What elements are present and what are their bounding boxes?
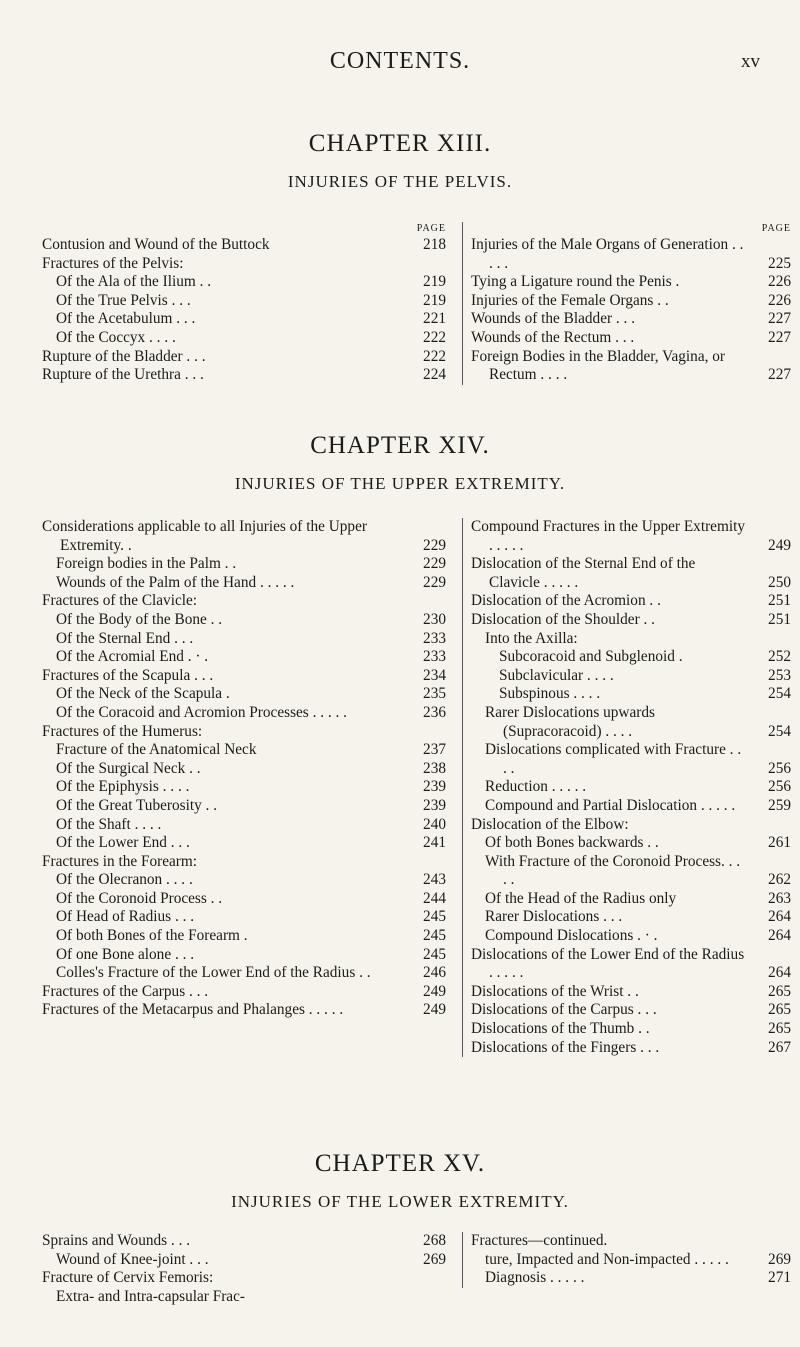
toc-entry-page: 234 (423, 666, 446, 684)
toc-entry (471, 946, 791, 983)
toc-entry-page: 219 (423, 291, 446, 309)
chapter-title: CHAPTER XIV. (310, 432, 490, 459)
toc-entry (471, 611, 791, 630)
toc-entry-title: Of both Bones backwards . . (485, 834, 659, 852)
toc-entry (42, 1269, 446, 1288)
toc-entry-title: Wounds of the Bladder . . . (471, 310, 636, 328)
toc-entry-title: Compound and Partial Dislocation . . . . . (485, 796, 736, 814)
toc-entry (42, 1001, 446, 1020)
toc-entry (42, 834, 446, 853)
toc-entry-title: Of the Acetabulum . . . (56, 310, 196, 328)
page-column-header: PAGE (416, 223, 446, 234)
toc-entry (471, 685, 791, 704)
toc-entry-title: Wound of Knee-joint . . . (56, 1250, 209, 1268)
toc-entry-page: 219 (423, 273, 446, 291)
toc-entry-title: Dislocation of the Elbow: (471, 815, 629, 833)
toc-entry (42, 310, 446, 329)
toc-entry (471, 1269, 791, 1288)
toc-entry (471, 329, 791, 348)
toc-entry-title: Of the Surgical Neck . . (56, 759, 201, 777)
toc-entry-title: Dislocations of the Wrist . . (471, 982, 639, 1000)
toc-entry (42, 908, 446, 927)
toc-entry (42, 927, 446, 946)
toc-entry-title: Of the Coracoid and Acromion Processes . . . . . (56, 703, 348, 721)
toc-entry-title: Rupture of the Bladder . . . (42, 347, 206, 365)
toc-entry (471, 927, 791, 946)
toc-entry-page: 259 (768, 796, 791, 814)
toc-entry (42, 348, 446, 367)
toc-entry-title: Into the Axilla: (485, 629, 578, 647)
toc-entry-page: 264 (768, 927, 791, 945)
toc-entry-page: 244 (423, 889, 446, 907)
toc-entry-title: Of Head of Radius . . . (56, 908, 195, 926)
toc-entry-title: Of the Sternal End . . . (56, 629, 194, 647)
toc-entry (471, 292, 791, 311)
toc-entry-title: Compound Dislocations . · . (485, 927, 658, 945)
toc-column-right (462, 1232, 791, 1288)
toc-entry-page: 249 (423, 982, 446, 1000)
toc-entry-page: 225 (768, 254, 791, 272)
toc-entry-title: Dislocations of the Fingers . . . (471, 1038, 660, 1056)
toc-entry (42, 236, 446, 255)
toc-entry-title: Injuries of the Male Organs of Generation . . . . . (471, 236, 744, 272)
toc-entry-title: Dislocations of the Carpus . . . (471, 1001, 657, 1019)
toc-entry (471, 983, 791, 1002)
toc-entry-page: 267 (768, 1038, 791, 1056)
toc-entry (42, 890, 446, 909)
toc-entry-title: Colles's Fracture of the Lower End of the Radius . . (56, 964, 371, 982)
page-column-header: PAGE (761, 223, 791, 234)
toc-entry (42, 1251, 446, 1270)
toc-column-right (462, 222, 791, 385)
toc-entry (42, 329, 446, 348)
toc-entry-title: Contusion and Wound of the Buttock (42, 236, 270, 253)
toc-entry-page: 227 (768, 366, 791, 384)
toc-entry-title: Fractures of the Scapula . . . (42, 666, 214, 684)
chapter-subtitle: INJURIES OF THE LOWER EXTREMITY. (231, 1192, 569, 1211)
toc-entry (42, 667, 446, 686)
toc-entry-page: 238 (423, 759, 446, 777)
toc-entry-page: 249 (423, 1001, 446, 1019)
toc-entry (42, 611, 446, 630)
toc-entry-page: 221 (423, 310, 446, 328)
toc-entry-page: 229 (423, 536, 446, 554)
toc-entry-page: 243 (423, 871, 446, 889)
toc-entry (471, 853, 791, 890)
toc-entry-title: Of the True Pelvis . . . (56, 291, 191, 309)
toc-entry-page: 256 (768, 778, 791, 796)
toc-entry (42, 555, 446, 574)
toc-entry-title: Dislocation of the Acromion . . (471, 592, 661, 610)
toc-entry-title: Dislocations complicated with Fracture . . . . (485, 741, 742, 777)
chapter-subtitle: INJURIES OF THE PELVIS. (287, 172, 513, 191)
toc-entry-page: 233 (423, 629, 446, 647)
toc-entry-page: 268 (423, 1232, 446, 1249)
toc-entry (42, 630, 446, 649)
toc-entry-title: With Fracture of the Coronoid Process. . . . . (485, 852, 741, 889)
toc-entry-title: Of the Head of the Radius only (485, 889, 677, 907)
toc-entry (471, 778, 791, 797)
toc-entry-title: Rupture of the Urethra . . . (42, 366, 204, 384)
toc-entry-page: 269 (768, 1250, 791, 1268)
toc-column-left (42, 222, 446, 385)
toc-entry (471, 1232, 791, 1251)
toc-entry (471, 741, 791, 778)
toc-entry-title: Fractures of the Humerus: (42, 722, 203, 740)
toc-entry (42, 797, 446, 816)
toc-entry-page: 265 (768, 982, 791, 1000)
toc-entry-page: 241 (423, 834, 446, 852)
chapter-xiii-heading (0, 130, 800, 192)
toc-entry-page: 237 (423, 741, 446, 759)
toc-entry-title: Of the Coronoid Process . . (56, 889, 223, 907)
toc-entry (42, 592, 446, 611)
toc-entry (42, 853, 446, 872)
toc-entry-page: 261 (768, 834, 791, 852)
toc-entry (471, 1251, 791, 1270)
toc-column-left (42, 518, 446, 1020)
toc-entry (471, 648, 791, 667)
toc-entry-title: Fractures of the Clavicle: (42, 592, 198, 610)
toc-entry-title: Fracture of Cervix Femoris: (42, 1269, 214, 1287)
toc-entry-title: Of the Shaft . . . . (56, 815, 162, 833)
toc-entry (42, 983, 446, 1002)
toc-entry-title: Dislocations of the Thumb . . (471, 1020, 650, 1038)
toc-column-right (462, 518, 791, 1057)
toc-entry (471, 667, 791, 686)
page-number: xv (741, 51, 760, 72)
toc-entry-title: Rarer Dislocations upwards (Supracoracoid) . . . . (485, 703, 655, 740)
toc-entry (471, 236, 791, 273)
chapter-title: CHAPTER XIII. (308, 130, 492, 157)
toc-entry-title: Of the Lower End . . . (56, 834, 190, 852)
toc-column-left (42, 1232, 446, 1306)
chapter-title: CHAPTER XV. (314, 1150, 486, 1177)
toc-entry-title: Sprains and Wounds . . . (42, 1232, 191, 1249)
toc-entry-page: 229 (423, 555, 446, 573)
toc-entry-page: 253 (768, 666, 791, 684)
toc-entry-page: 251 (768, 610, 791, 628)
toc-entry (42, 704, 446, 723)
toc-entry-page: 239 (423, 778, 446, 796)
toc-entry-page: 226 (768, 273, 791, 291)
toc-entry-title: Rarer Dislocations . . . (485, 908, 623, 926)
toc-entry-page: 224 (423, 366, 446, 384)
toc-entry-page: 222 (423, 328, 446, 346)
toc-entry-page: 218 (423, 236, 446, 253)
toc-entry (471, 1039, 791, 1058)
toc-entry (42, 574, 446, 593)
toc-entry-page: 245 (423, 927, 446, 945)
toc-entry-page: 263 (768, 889, 791, 907)
toc-entry (42, 366, 446, 385)
toc-entry-title: Fractures of the Metacarpus and Phalanges . . . . . (42, 1001, 344, 1019)
toc-entry-title: Of the Olecranon . . . . (56, 871, 193, 889)
chapter-subtitle: INJURIES OF THE UPPER EXTREMITY. (234, 474, 566, 493)
toc-entry-title: Fractures of the Pelvis: (42, 254, 184, 272)
toc-entry-page: 250 (768, 573, 791, 591)
toc-entry-page: 271 (768, 1269, 791, 1287)
toc-entry (471, 555, 791, 592)
toc-entry-title: Subcoracoid and Subglenoid . (499, 648, 683, 666)
toc-entry (42, 685, 446, 704)
toc-entry (42, 648, 446, 667)
toc-entry-title: Fractures—continued. (471, 1232, 608, 1249)
toc-entry (471, 1001, 791, 1020)
toc-entry-page: 256 (768, 759, 791, 777)
toc-entry-page: 226 (768, 291, 791, 309)
toc-entry-title: Foreign Bodies in the Bladder, Vagina, or Rectum . . . . (471, 347, 726, 384)
toc-entry (42, 1288, 446, 1307)
toc-entry-page: 246 (423, 964, 446, 982)
toc-entry-page: 233 (423, 648, 446, 666)
toc-entry (471, 908, 791, 927)
toc-entry-title: Considerations applicable to all Injuries of the Upper Extremity. . (42, 518, 367, 554)
toc-entry (42, 946, 446, 965)
toc-entry (42, 816, 446, 835)
toc-entry (471, 890, 791, 909)
toc-entry (471, 273, 791, 292)
toc-entry (42, 518, 446, 555)
toc-entry-title: Of the Great Tuberosity . . (56, 796, 218, 814)
toc-entry-page: 222 (423, 347, 446, 365)
toc-entry-page: 269 (423, 1250, 446, 1268)
toc-entry (42, 778, 446, 797)
toc-entry-page: 254 (768, 722, 791, 740)
toc-entry-title: Dislocations of the Lower End of the Radius . . . . . (471, 945, 745, 982)
toc-entry-title: Fracture of the Anatomical Neck (56, 741, 257, 759)
toc-entry-title: Of the Ala of the Ilium . . (56, 273, 212, 291)
toc-entry-page: 264 (768, 908, 791, 926)
toc-entry-title: Wounds of the Rectum . . . (471, 328, 635, 346)
toc-entry-page: 229 (423, 573, 446, 591)
toc-entry-title: Dislocation of the Sternal End of the Clavicle . . . . . (471, 555, 696, 591)
toc-entry (42, 273, 446, 292)
toc-entry (471, 834, 791, 853)
toc-entry (471, 348, 791, 385)
toc-entry-page: 262 (768, 871, 791, 889)
toc-entry-title: Foreign bodies in the Palm . . (56, 555, 237, 573)
toc-entry-title: Dislocation of the Shoulder . . (471, 610, 655, 628)
toc-entry-title: Fractures of the Carpus . . . (42, 982, 209, 1000)
toc-entry-page: 235 (423, 685, 446, 703)
toc-entry (42, 292, 446, 311)
toc-entry-title: Of the Acromial End . · . (56, 648, 209, 666)
toc-entry (471, 797, 791, 816)
toc-entry-title: Compound Fractures in the Upper Extremity . . . . . (471, 518, 746, 554)
running-head (0, 48, 800, 78)
toc-entry-page: 254 (768, 685, 791, 703)
toc-entry (471, 1020, 791, 1039)
toc-entry (471, 310, 791, 329)
toc-entry (471, 630, 791, 649)
toc-entry-title: Of the Body of the Bone . . (56, 610, 223, 628)
toc-entry-title: Subspinous . . . . (499, 685, 601, 703)
toc-entry-page: 230 (423, 610, 446, 628)
toc-entry (42, 760, 446, 779)
toc-entry-title: Injuries of the Female Organs . . (471, 291, 669, 309)
toc-entry-page: 239 (423, 796, 446, 814)
toc-entry-title: Reduction . . . . . (485, 778, 587, 796)
toc-entry (471, 816, 791, 835)
toc-entry-title: Of the Epiphysis . . . . (56, 778, 190, 796)
toc-entry-page: 227 (768, 328, 791, 346)
toc-entry-title: Of the Coccyx . . . . (56, 328, 176, 346)
toc-entry-title: Extra- and Intra-capsular Frac- (56, 1287, 245, 1305)
toc-entry-title: Diagnosis . . . . . (485, 1269, 585, 1287)
toc-entry-title: Of one Bone alone . . . (56, 945, 195, 963)
toc-entry-title: Wounds of the Palm of the Hand . . . . . (56, 573, 295, 591)
toc-entry-title: Fractures in the Forearm: (42, 852, 198, 870)
toc-entry-page: 264 (768, 964, 791, 982)
toc-entry (42, 723, 446, 742)
toc-entry-page: 227 (768, 310, 791, 328)
toc-entry-page: 236 (423, 703, 446, 721)
toc-entry (42, 964, 446, 983)
toc-entry-title: Of the Neck of the Scapula . (56, 685, 230, 703)
toc-entry-title: Subclavicular . . . . (499, 666, 614, 684)
toc-entry (42, 1232, 446, 1251)
toc-entry-page: 265 (768, 1020, 791, 1038)
toc-entry-page: 240 (423, 815, 446, 833)
toc-entry-title: ture, Impacted and Non-impacted . . . . . (485, 1250, 729, 1268)
toc-entry (42, 255, 446, 274)
chapter-xv-heading (0, 1150, 800, 1212)
toc-entry-page: 245 (423, 908, 446, 926)
toc-entry-page: 249 (768, 536, 791, 554)
toc-entry-page: 265 (768, 1001, 791, 1019)
toc-entry (42, 741, 446, 760)
running-title: CONTENTS. (329, 48, 471, 74)
toc-entry-page: 252 (768, 648, 791, 666)
toc-entry-title: Of both Bones of the Forearm . (56, 927, 248, 945)
toc-entry-page: 245 (423, 945, 446, 963)
toc-entry-title: Tying a Ligature round the Penis . (471, 273, 680, 291)
chapter-xiv-heading (0, 432, 800, 494)
toc-entry (471, 592, 791, 611)
toc-entry (42, 871, 446, 890)
toc-entry (471, 518, 791, 555)
toc-entry-page: 251 (768, 592, 791, 610)
toc-entry (471, 704, 791, 741)
